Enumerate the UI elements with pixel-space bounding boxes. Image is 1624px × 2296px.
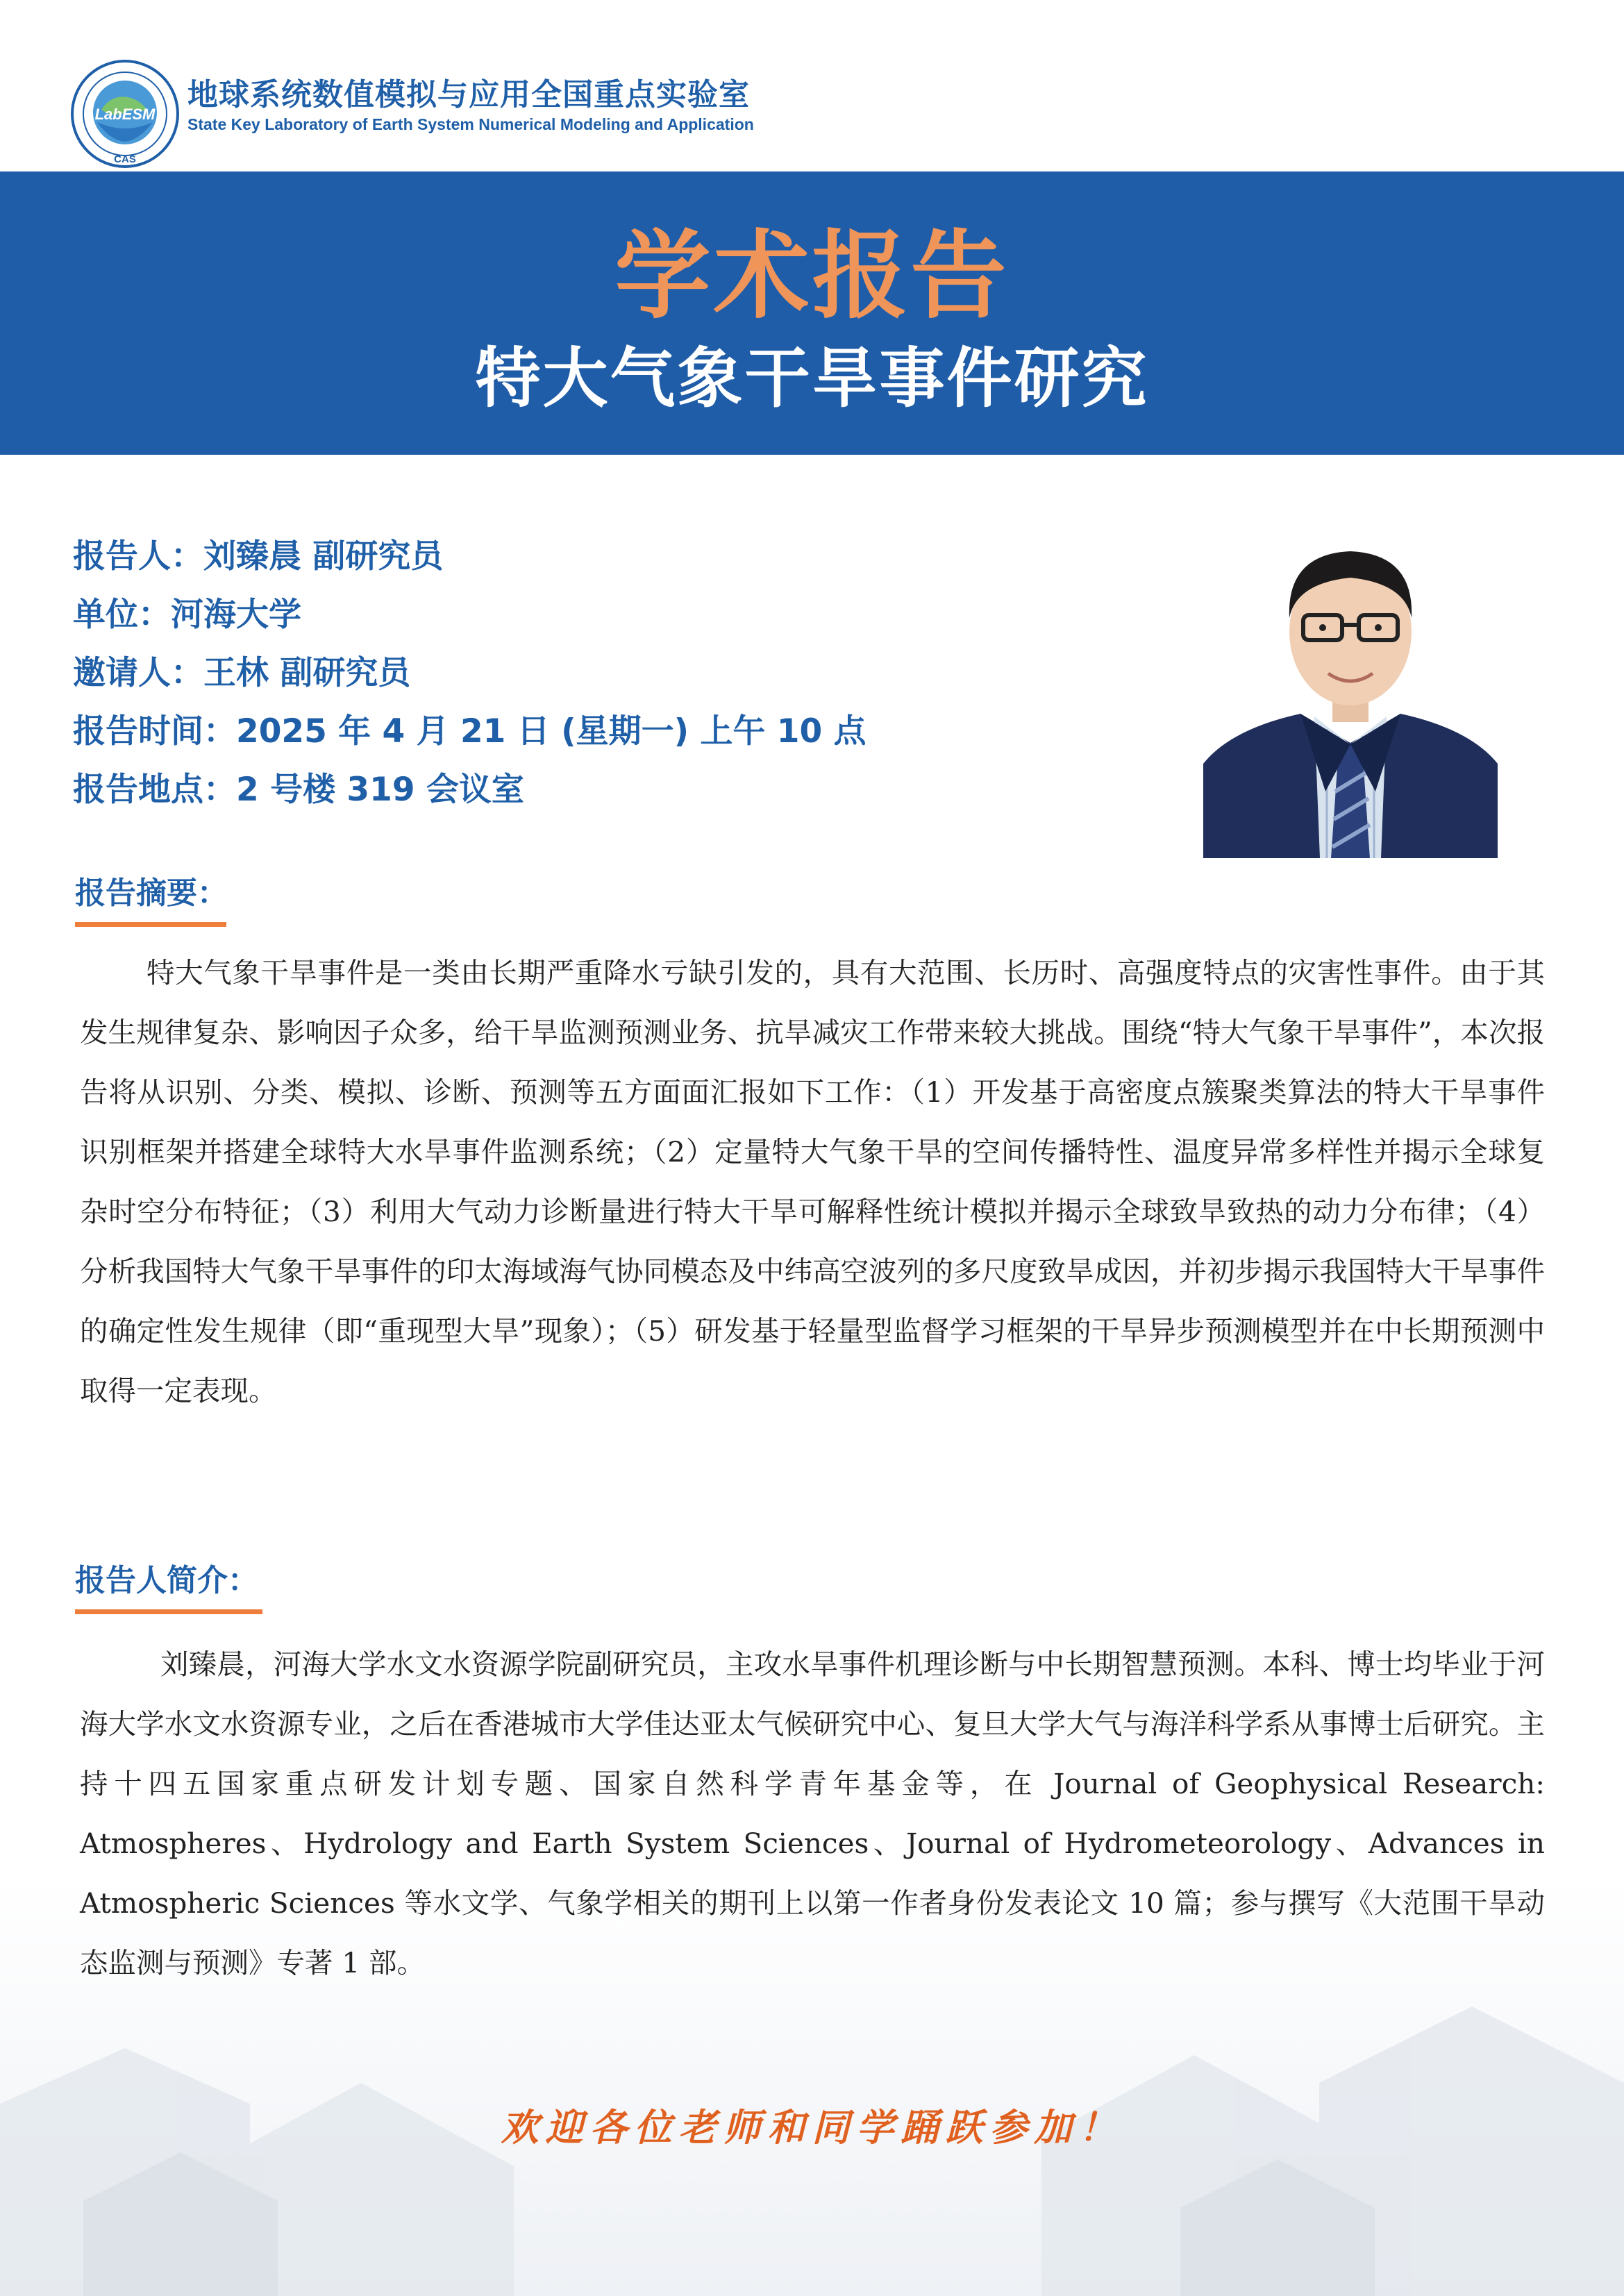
- abstract-text: 特大气象干旱事件是一类由长期严重降水亏缺引发的，具有大范围、长历时、高强度特点的灾害性事件。由于其发生规律复杂、影响因子众多，给干旱监测预测业务、抗旱减灾工作带来较大挑战。围绕“特大气象干旱事件”，本次报告将从识别、分类、模拟、诊断、预测等五方面面汇报如下工作：（1）开发基于高密度点簇聚类算法的特大干旱事件识别框架并搭建全球特大水旱事件监测系统；（2）定量特大气象干旱的空间传播特性、温度异常多样性并揭示全球复杂时空分布特征；（3）利用大气动力诊断量进行特大干旱可解释性统计模拟并揭示全球致旱致热的动力分布律；（4）分析我国特大气象干旱事件的印太海域海气协同模态及中纬高空波列的多尺度致旱成因，并初步揭示我国特大干旱事件的确定性发生规律（即“重现型大旱”现象）；（5）研发基于轻量型监督学习框架的干旱异步预测模型并在中长期预测中取得一定表现。: [80, 956, 1545, 1407]
- time-line: 报告时间：2025 年 4 月 21 日 (星期一) 上午 10 点: [73, 712, 867, 751]
- bio-heading-underline: [75, 1609, 262, 1614]
- bio-text: 刘臻晨，河海大学水文水资源学院副研究员，主攻水旱事件机理诊断与中长期智慧预测。本科、博士均毕业于河海大学水文水资源专业，之后在香港城市大学佳达亚太气候研究中心、复旦大学大气与海洋科学系从事博士后研究。主持十四五国家重点研发计划专题、国家自然科学青年基金等，在 Journal of Geophysical Research: Atmospheres、Hydrology and Earth System Sciences、Journal of Hydrometeorology、Advances in Atmospheric Sciences 等水文学、气象学相关的期刊上以第一作者身份发表论文 10 篇；参与撰写《大范围干旱动态监测与预测》专著 1 部。: [80, 1648, 1545, 1979]
- host-line: 邀请人：王林 副研究员: [73, 654, 411, 692]
- labesm-logo: [69, 58, 181, 169]
- bio-heading: 报告人简介：: [75, 1563, 258, 1598]
- lab-name-cn: 地球系统数值模拟与应用全国重点实验室: [187, 77, 750, 112]
- logo-bottom-text: CAS: [114, 153, 136, 165]
- talk-info: [73, 528, 867, 819]
- logo-text: LabESM: [94, 106, 156, 123]
- abstract-heading-underline: [75, 922, 226, 927]
- title-banner: [0, 171, 1624, 455]
- talk-title: 特大气象干旱事件研究: [475, 341, 1149, 417]
- abstract-heading: 报告摘要：: [75, 875, 228, 911]
- speaker-line: 报告人：刘臻晨 副研究员: [73, 537, 444, 576]
- speaker-photo: [1203, 500, 1498, 858]
- banner-kicker: 学术报告: [614, 220, 1010, 332]
- location-line: 报告地点：2 号楼 319 会议室: [73, 771, 524, 809]
- welcome-message: 欢迎各位老师和同学踊跃参加！: [501, 2105, 1123, 2150]
- affiliation-line: 单位：河海大学: [73, 596, 301, 634]
- lab-name-en: State Key Laboratory of Earth System Numerical Modeling and Application: [187, 115, 754, 133]
